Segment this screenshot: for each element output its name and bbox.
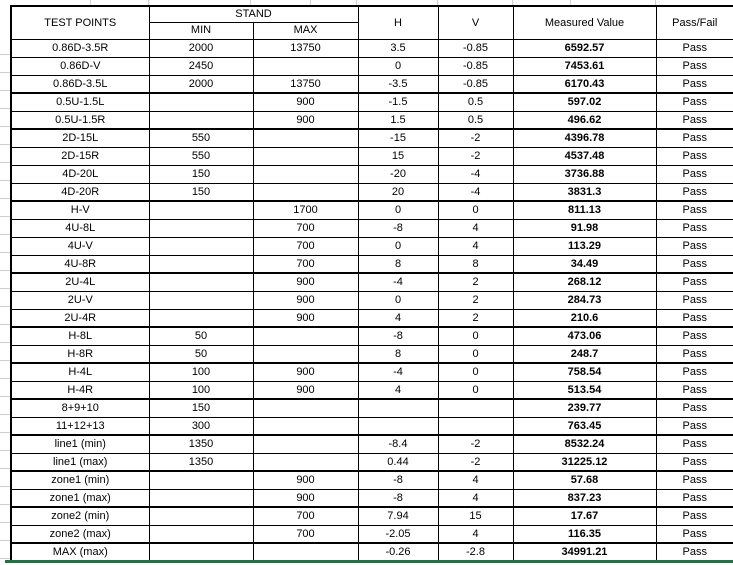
cell-measured-value[interactable]: 3736.88	[513, 165, 656, 183]
cell-v[interactable]: 4	[438, 489, 513, 507]
cell-test-point[interactable]: MAX (max)	[11, 543, 149, 561]
cell-min[interactable]: 150	[149, 399, 253, 417]
cell-measured-value[interactable]: 473.06	[513, 327, 656, 345]
cell-max[interactable]: 13750	[253, 75, 358, 93]
table-row	[11, 417, 733, 435]
cell-measured-value[interactable]: 34.49	[513, 255, 656, 273]
cell-v[interactable]: -4	[438, 165, 513, 183]
cell-max[interactable]	[253, 345, 358, 363]
cell-min[interactable]: 50	[149, 327, 253, 345]
cell-v[interactable]: 2	[438, 291, 513, 309]
cell-test-point[interactable]: 4U-8R	[11, 255, 149, 273]
table-row	[11, 291, 733, 309]
cell-pass-fail[interactable]: Pass	[656, 273, 733, 291]
table-row	[11, 255, 733, 273]
cell-test-point[interactable]: line1 (min)	[11, 435, 149, 453]
table-row	[11, 381, 733, 399]
cell-h[interactable]: -15	[358, 129, 438, 147]
cell-measured-value[interactable]: 6592.57	[513, 39, 656, 57]
cell-measured-value[interactable]: 31225.12	[513, 453, 656, 471]
cell-measured-value[interactable]: 210.6	[513, 309, 656, 327]
cell-pass-fail[interactable]: Pass	[656, 111, 733, 129]
cell-v[interactable]: 0.5	[438, 111, 513, 129]
cell-v[interactable]: -0.85	[438, 57, 513, 75]
table-header	[11, 6, 733, 39]
cell-test-point[interactable]: H-V	[11, 201, 149, 219]
cell-min[interactable]: 1350	[149, 435, 253, 453]
cell-v[interactable]: -4	[438, 183, 513, 201]
cell-measured-value[interactable]: 496.62	[513, 111, 656, 129]
cell-v[interactable]: -2	[438, 129, 513, 147]
cell-h[interactable]: -4	[358, 273, 438, 291]
cell-pass-fail[interactable]: Pass	[656, 309, 733, 327]
table-row	[11, 273, 733, 291]
cell-v[interactable]: -2.8	[438, 543, 513, 561]
cell-pass-fail[interactable]: Pass	[656, 237, 733, 255]
col-header-test-points[interactable]: TEST POINTS	[11, 6, 149, 39]
cell-v[interactable]: 0	[438, 345, 513, 363]
cell-pass-fail[interactable]: Pass	[656, 453, 733, 471]
table-row	[11, 453, 733, 471]
cell-measured-value[interactable]: 91.98	[513, 219, 656, 237]
cell-v[interactable]: 8	[438, 255, 513, 273]
cell-test-point[interactable]: 11+12+13	[11, 417, 149, 435]
cell-v[interactable]: 0.5	[438, 93, 513, 111]
cell-test-point[interactable]: zone2 (max)	[11, 525, 149, 543]
measurement-table	[10, 5, 733, 562]
cell-h[interactable]: 8	[358, 255, 438, 273]
cell-h[interactable]	[358, 417, 438, 435]
cell-max[interactable]	[253, 327, 358, 345]
cell-test-point[interactable]: H-8R	[11, 345, 149, 363]
cell-pass-fail[interactable]: Pass	[656, 471, 733, 489]
cell-h[interactable]: -8	[358, 219, 438, 237]
cell-max[interactable]	[253, 165, 358, 183]
cell-measured-value[interactable]: 837.23	[513, 489, 656, 507]
cell-v[interactable]: 4	[438, 219, 513, 237]
cell-max[interactable]	[253, 129, 358, 147]
cell-measured-value[interactable]: 17.67	[513, 507, 656, 525]
gridline-stubs-left	[0, 37, 10, 560]
cell-v[interactable]	[438, 417, 513, 435]
table-row	[11, 183, 733, 201]
cell-v[interactable]: -2	[438, 147, 513, 165]
cell-pass-fail[interactable]: Pass	[656, 345, 733, 363]
cell-min[interactable]	[149, 201, 253, 219]
cell-pass-fail[interactable]: Pass	[656, 507, 733, 525]
col-header-measured-value[interactable]: Measured Value	[513, 6, 656, 39]
cell-pass-fail[interactable]: Pass	[656, 543, 733, 561]
cell-min[interactable]: 150	[149, 165, 253, 183]
cell-test-point[interactable]: 4D-20L	[11, 165, 149, 183]
cell-test-point[interactable]: 0.86D-V	[11, 57, 149, 75]
table-body	[11, 39, 733, 561]
cell-measured-value[interactable]: 4537.48	[513, 147, 656, 165]
table-row	[11, 75, 733, 93]
cell-h[interactable]: -0.26	[358, 543, 438, 561]
cell-min[interactable]: 2000	[149, 39, 253, 57]
table-row	[11, 435, 733, 453]
cell-v[interactable]	[438, 399, 513, 417]
cell-v[interactable]: 0	[438, 381, 513, 399]
cell-test-point[interactable]: zone1 (max)	[11, 489, 149, 507]
table-row	[11, 57, 733, 75]
cell-max[interactable]: 900	[253, 309, 358, 327]
cell-test-point[interactable]: 4D-20R	[11, 183, 149, 201]
cell-pass-fail[interactable]: Pass	[656, 327, 733, 345]
cell-max[interactable]: 13750	[253, 39, 358, 57]
cell-v[interactable]: 4	[438, 237, 513, 255]
col-header-h[interactable]: H	[358, 6, 438, 39]
table-row	[11, 219, 733, 237]
cell-max[interactable]: 900	[253, 273, 358, 291]
cell-measured-value[interactable]: 268.12	[513, 273, 656, 291]
cell-v[interactable]: 0	[438, 201, 513, 219]
cell-h[interactable]: -8	[358, 471, 438, 489]
cell-h[interactable]: 1.5	[358, 111, 438, 129]
cell-v[interactable]: -2	[438, 453, 513, 471]
cell-measured-value[interactable]: 34991.21	[513, 543, 656, 561]
cell-test-point[interactable]: 0.5U-1.5L	[11, 93, 149, 111]
table-row	[11, 543, 733, 561]
cell-pass-fail[interactable]: Pass	[656, 183, 733, 201]
cell-test-point[interactable]: line1 (max)	[11, 453, 149, 471]
cell-pass-fail[interactable]: Pass	[656, 147, 733, 165]
cell-measured-value[interactable]: 7453.61	[513, 57, 656, 75]
cell-min[interactable]	[149, 273, 253, 291]
cell-measured-value[interactable]: 758.54	[513, 363, 656, 381]
cell-measured-value[interactable]: 3831.3	[513, 183, 656, 201]
cell-test-point[interactable]: H-8L	[11, 327, 149, 345]
cell-min[interactable]	[149, 543, 253, 561]
cell-min[interactable]	[149, 471, 253, 489]
cell-h[interactable]: -4	[358, 363, 438, 381]
cell-min[interactable]: 150	[149, 183, 253, 201]
cell-v[interactable]: 2	[438, 309, 513, 327]
cell-test-point[interactable]: H-4R	[11, 381, 149, 399]
cell-min[interactable]: 1350	[149, 453, 253, 471]
cell-measured-value[interactable]: 248.7	[513, 345, 656, 363]
cell-h[interactable]: 0	[358, 237, 438, 255]
cell-pass-fail[interactable]: Pass	[656, 399, 733, 417]
table-row	[11, 327, 733, 345]
cell-pass-fail[interactable]: Pass	[656, 39, 733, 57]
cell-measured-value[interactable]: 116.35	[513, 525, 656, 543]
cell-v[interactable]: -0.85	[438, 75, 513, 93]
cell-pass-fail[interactable]: Pass	[656, 489, 733, 507]
cell-min[interactable]: 550	[149, 129, 253, 147]
table-row	[11, 399, 733, 417]
cell-max[interactable]: 900	[253, 93, 358, 111]
cell-max[interactable]	[253, 147, 358, 165]
cell-min[interactable]: 50	[149, 345, 253, 363]
col-header-v[interactable]: V	[438, 6, 513, 39]
cell-max[interactable]: 700	[253, 525, 358, 543]
cell-measured-value[interactable]: 284.73	[513, 291, 656, 309]
cell-pass-fail[interactable]: Pass	[656, 363, 733, 381]
cell-h[interactable]: -8	[358, 489, 438, 507]
cell-pass-fail[interactable]: Pass	[656, 381, 733, 399]
cell-measured-value[interactable]: 763.45	[513, 417, 656, 435]
cell-max[interactable]	[253, 417, 358, 435]
cell-test-point[interactable]: 2U-V	[11, 291, 149, 309]
table-row	[11, 471, 733, 489]
cell-v[interactable]: 4	[438, 471, 513, 489]
cell-h[interactable]: -8	[358, 327, 438, 345]
cell-max[interactable]: 900	[253, 489, 358, 507]
cell-max[interactable]	[253, 57, 358, 75]
table-row	[11, 237, 733, 255]
cell-pass-fail[interactable]: Pass	[656, 291, 733, 309]
cell-v[interactable]: 0	[438, 363, 513, 381]
cell-max[interactable]: 900	[253, 381, 358, 399]
cell-max[interactable]	[253, 399, 358, 417]
cell-test-point[interactable]: 0.86D-3.5L	[11, 75, 149, 93]
cell-pass-fail[interactable]: Pass	[656, 255, 733, 273]
cell-min[interactable]	[149, 507, 253, 525]
cell-min[interactable]: 300	[149, 417, 253, 435]
cell-h[interactable]: 0	[358, 201, 438, 219]
cell-min[interactable]: 100	[149, 381, 253, 399]
cell-measured-value[interactable]: 811.13	[513, 201, 656, 219]
cell-v[interactable]: 4	[438, 525, 513, 543]
table-row	[11, 345, 733, 363]
cell-max[interactable]: 900	[253, 291, 358, 309]
cell-test-point[interactable]: zone1 (min)	[11, 471, 149, 489]
cell-h[interactable]: 3.5	[358, 39, 438, 57]
cell-measured-value[interactable]: 239.77	[513, 399, 656, 417]
cell-pass-fail[interactable]: Pass	[656, 201, 733, 219]
cell-h[interactable]: -20	[358, 165, 438, 183]
table-row	[11, 165, 733, 183]
cell-min[interactable]: 550	[149, 147, 253, 165]
cell-max[interactable]: 900	[253, 363, 358, 381]
cell-min[interactable]: 2450	[149, 57, 253, 75]
cell-v[interactable]: -0.85	[438, 39, 513, 57]
cell-measured-value[interactable]: 597.02	[513, 93, 656, 111]
table-row	[11, 309, 733, 327]
cell-pass-fail[interactable]: Pass	[656, 165, 733, 183]
cell-test-point[interactable]: 2U-4R	[11, 309, 149, 327]
cell-h[interactable]: 15	[358, 147, 438, 165]
table-row	[11, 147, 733, 165]
cell-min[interactable]	[149, 525, 253, 543]
cell-min[interactable]: 100	[149, 363, 253, 381]
table-row	[11, 201, 733, 219]
cell-test-point[interactable]: 0.5U-1.5R	[11, 111, 149, 129]
table-row	[11, 507, 733, 525]
cell-min[interactable]	[149, 237, 253, 255]
cell-pass-fail[interactable]: Pass	[656, 93, 733, 111]
cell-min[interactable]	[149, 111, 253, 129]
cell-h[interactable]: 7.94	[358, 507, 438, 525]
cell-h[interactable]: -3.5	[358, 75, 438, 93]
cell-test-point[interactable]: 8+9+10	[11, 399, 149, 417]
cell-h[interactable]: 0	[358, 57, 438, 75]
table-row	[11, 489, 733, 507]
cell-max[interactable]: 700	[253, 237, 358, 255]
col-header-min[interactable]: MIN	[149, 22, 253, 39]
cell-h[interactable]	[358, 399, 438, 417]
cell-h[interactable]: 20	[358, 183, 438, 201]
table-row	[11, 111, 733, 129]
cell-max[interactable]	[253, 183, 358, 201]
cell-pass-fail[interactable]: Pass	[656, 75, 733, 93]
cell-v[interactable]: -2	[438, 435, 513, 453]
cell-max[interactable]: 700	[253, 507, 358, 525]
cell-h[interactable]: 4	[358, 381, 438, 399]
table-row	[11, 525, 733, 543]
col-header-pass-fail[interactable]: Pass/Fail	[656, 6, 733, 39]
table-row	[11, 129, 733, 147]
cell-test-point[interactable]: 4U-8L	[11, 219, 149, 237]
cell-h[interactable]: -8.4	[358, 435, 438, 453]
cell-measured-value[interactable]: 57.68	[513, 471, 656, 489]
cell-max[interactable]: 700	[253, 219, 358, 237]
cell-measured-value[interactable]: 4396.78	[513, 129, 656, 147]
cell-test-point[interactable]: 2D-15L	[11, 129, 149, 147]
cell-h[interactable]: 4	[358, 309, 438, 327]
cell-test-point[interactable]: 4U-V	[11, 237, 149, 255]
cell-test-point[interactable]: zone2 (min)	[11, 507, 149, 525]
cell-v[interactable]: 2	[438, 273, 513, 291]
cell-min[interactable]	[149, 309, 253, 327]
cell-pass-fail[interactable]: Pass	[656, 417, 733, 435]
cell-pass-fail[interactable]: Pass	[656, 57, 733, 75]
cell-min[interactable]	[149, 219, 253, 237]
cell-measured-value[interactable]: 513.54	[513, 381, 656, 399]
cell-max[interactable]	[253, 435, 358, 453]
table-row	[11, 363, 733, 381]
cell-max[interactable]: 900	[253, 471, 358, 489]
cell-h[interactable]: -2.05	[358, 525, 438, 543]
cell-pass-fail[interactable]: Pass	[656, 219, 733, 237]
cell-h[interactable]: 0	[358, 291, 438, 309]
cell-v[interactable]: 0	[438, 327, 513, 345]
table-row	[11, 39, 733, 57]
cell-h[interactable]: -1.5	[358, 93, 438, 111]
cell-max[interactable]: 1700	[253, 201, 358, 219]
cell-min[interactable]: 2000	[149, 75, 253, 93]
cell-test-point[interactable]: 0.86D-3.5R	[11, 39, 149, 57]
cell-h[interactable]: 8	[358, 345, 438, 363]
cell-max[interactable]	[253, 543, 358, 561]
selection-border-line	[5, 560, 733, 563]
cell-test-point[interactable]: 2D-15R	[11, 147, 149, 165]
cell-measured-value[interactable]: 113.29	[513, 237, 656, 255]
cell-min[interactable]	[149, 255, 253, 273]
table-row	[11, 93, 733, 111]
cell-test-point[interactable]: H-4L	[11, 363, 149, 381]
cell-max[interactable]: 700	[253, 255, 358, 273]
cell-measured-value[interactable]: 8532.24	[513, 435, 656, 453]
cell-pass-fail[interactable]: Pass	[656, 435, 733, 453]
cell-max[interactable]	[253, 453, 358, 471]
cell-v[interactable]: 15	[438, 507, 513, 525]
col-header-stand[interactable]: STAND	[149, 6, 358, 22]
cell-min[interactable]	[149, 489, 253, 507]
col-header-max[interactable]: MAX	[253, 22, 358, 39]
cell-max[interactable]: 900	[253, 111, 358, 129]
cell-test-point[interactable]: 2U-4L	[11, 273, 149, 291]
cell-min[interactable]	[149, 291, 253, 309]
cell-h[interactable]: 0.44	[358, 453, 438, 471]
cell-measured-value[interactable]: 6170.43	[513, 75, 656, 93]
cell-pass-fail[interactable]: Pass	[656, 129, 733, 147]
cell-pass-fail[interactable]: Pass	[656, 525, 733, 543]
cell-min[interactable]	[149, 93, 253, 111]
